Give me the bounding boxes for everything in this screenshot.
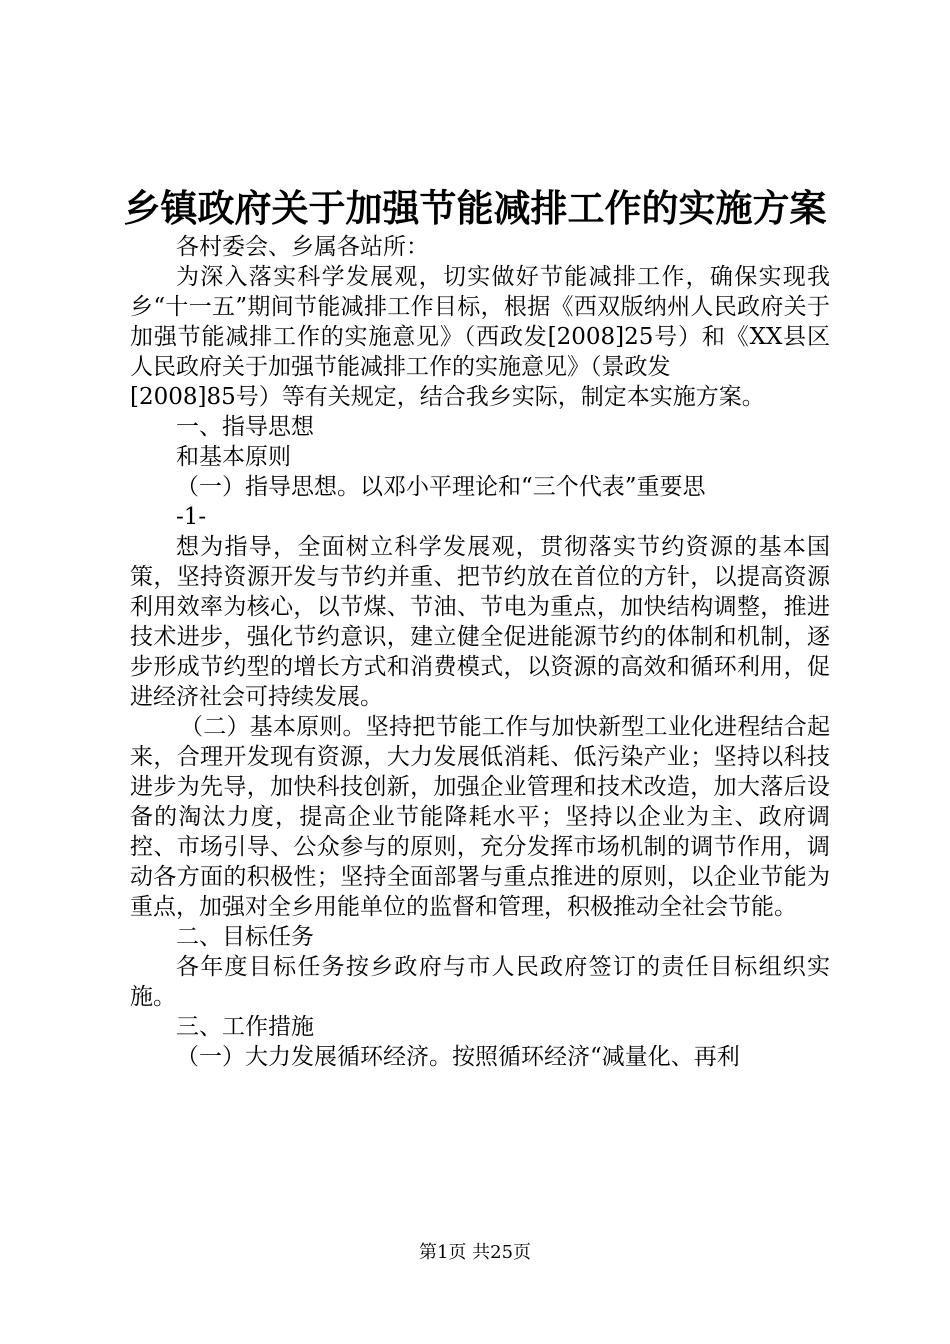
document-title: 乡镇政府关于加强节能减排工作的实施方案 xyxy=(123,186,827,230)
guiding-thought-continued: 想为指导，全面树立科学发展观，贯彻落实节约资源的基本国策，坚持资源开发与节约并重、把节约放在首位的方针，以提高资源利用效率为核心，以节煤、节油、节电为重点，加快结构调整，推进技术进步，强化节约意识，建立健全促进能源节约的体制和机制，逐步形成节约型的增长方式和消费模式，以资源的高效和循环利用，促进经济社会可持续发展。 xyxy=(130,534,830,710)
page-number-marker: -1- xyxy=(176,504,207,530)
document-body xyxy=(130,232,830,1072)
target-tasks-paragraph: 各年度目标任务按乡政府与市人民政府签订的责任目标组织实施。 xyxy=(130,954,830,1010)
salutation-paragraph: 各村委会、乡属各站所： xyxy=(176,234,429,260)
circular-economy-paragraph: （一）大力发展循环经济。按照循环经济“减量化、再利 xyxy=(176,1044,740,1070)
section-heading-2: 二、目标任务 xyxy=(176,924,314,950)
intro-paragraph: 为深入落实科学发展观，切实做好节能减排工作，确保实现我乡“十一五”期间节能减排工作目标，根据《西双版纳州人民政府关于加强节能减排工作的实施意见》（西政发[2008]25号）和《XX县区人民政府关于加强节能减排工作的实施意见》（景政发 xyxy=(130,264,830,380)
section-heading-1: 一、指导思想 xyxy=(176,414,314,440)
section-heading-3: 三、工作措施 xyxy=(176,1014,314,1040)
section-heading-1-continued: 和基本原则 xyxy=(176,444,291,470)
basic-principles-paragraph: （二）基本原则。坚持把节能工作与加快新型工业化进程结合起来，合理开发现有资源，大力发展低消耗、低污染产业；坚持以科技进步为先导，加快科技创新，加强企业管理和技术改造，加大落后设备的淘汰力度，提高企业节能降耗水平；坚持以企业为主、政府调控、市场引导、公众参与的原则，充分发挥市场机制的调节作用，调动各方面的积极性；坚持全面部署与重点推进的原则，以企业节能为重点，加强对全乡用能单位的监督和管理，积极推动全社会节能。 xyxy=(130,714,830,920)
page-footer: 第1页 共25页 xyxy=(418,1242,532,1263)
guiding-thought-paragraph: （一）指导思想。以邓小平理论和“三个代表”重要思 xyxy=(176,474,706,500)
intro-paragraph-continued: [2008]85号）等有关规定，结合我乡实际，制定本实施方案。 xyxy=(130,384,765,410)
